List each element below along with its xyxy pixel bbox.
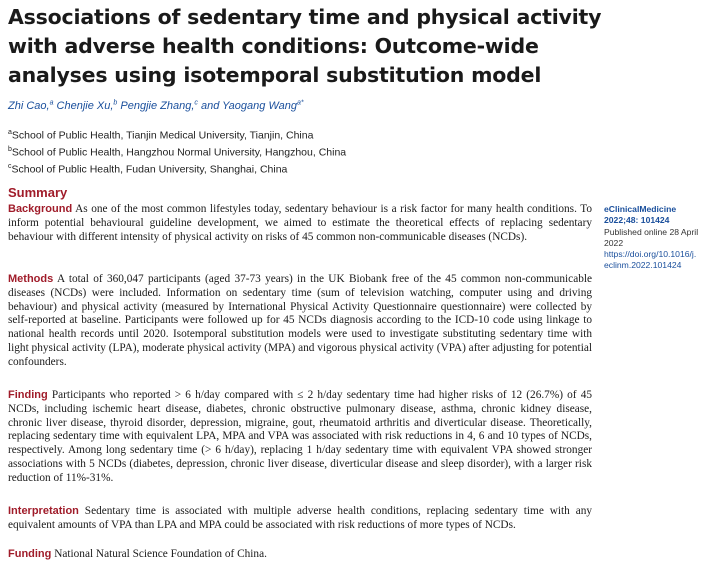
author-name[interactable]: Pengjie Zhang,$^c$ [120,99,198,112]
author-name[interactable]: Chenjie Xu,$^b$ [56,99,118,112]
section-text: Participants who reported > 6 h/day compared with ≤ 2 h/day sedentary time had higher risks of 12 (26.7%) of 45 NCDs, including ischemic heart disease, diabetes, chronic obstructive pulmonary disease, asthma, chronic kidney disease, chronic liver disease, thyroid disorder, depression, migraine, gout, rheumatoid arthritis and diverticular disease. Theoretically, replacing sedentary time with equivalent LPA, MPA and VPA was associated with risk reductions in 4, 6 and 10 types of NCDs, respectively. Among long sedentary time (> 6 h/day), replacing 1 h/day sedentary time with equivalent VPA showed stronger associations with 5 NCDs (diabetes, depression, chronic liver disease, diverticular disease and sleep disorder), with a larger risk reduction of 11%-31%. [8,389,592,484]
section-text: As one of the most common lifestyles today, sedentary behaviour is a risk factor for many health conditions. To inform potential behavioural guideline development, we aimed to estimate the theoretical effects of replacing sedentary behaviour with different intensity of physical activity on risks of 45 common non-communicable diseases (NCDs). [8,203,592,243]
section-label: Interpretation [8,505,79,517]
journal-volume: 2022;48: 101424 [604,215,670,226]
finding-paragraph [8,389,592,486]
section-text: National Natural Science Foundation of China. [54,548,267,560]
journal-name[interactable]: eClinicalMedicine [604,204,677,214]
affiliation-item: $^b$School of Public Health, Hangzhou Normal University, Hangzhou, China [8,146,347,159]
section-label: Finding [8,389,48,401]
title-line: analyses using isotemporal substitution model [8,63,542,87]
methods-paragraph [8,273,592,370]
title-line: Associations of sedentary time and physical activity [8,5,602,29]
author-list [8,99,304,112]
article-sidebar [604,204,712,272]
section-label: Funding [8,548,52,560]
affiliations [8,126,346,177]
section-text: Sedentary time is associated with multiple adverse health conditions, replacing sedentary time with any equivalent amounts of VPA than LPA and MPA could be associated with risk reductions of more types of NCDs. [8,505,593,531]
title-line: with adverse health conditions: Outcome-wide [8,34,539,58]
summary-heading: Summary [8,185,68,200]
background-paragraph [8,203,592,244]
affiliation-item: $^a$School of Public Health, Tianjin Medical University, Tianjin, China [8,129,314,142]
section-label: Methods [8,273,54,285]
interpretation-paragraph [8,505,592,533]
affiliation-item: $^c$School of Public Health, Fudan University, Shanghai, China [8,163,288,176]
published-date: Published online 28 April 2022 [604,226,699,248]
funding-paragraph [8,548,592,562]
section-label: Background [8,203,73,215]
author-name[interactable]: Zhi Cao,$^a$ [8,99,54,112]
author-name[interactable]: and Yaogang Wang$^{a*}$ [200,99,304,112]
section-text: A total of 360,047 participants (aged 37-73 years) in the UK Biobank free of the 45 common non-communicable diseases (NCDs) were included. Information on sedentary time (sum of television watching, computer using and driving behaviour) and physical activity (measured by International Physical Activity Questionnaire questionnaire) were collected by self-reported at baseline. Participants were followed up for 45 NCDs diagnosis according to the ICD-10 code using linkage to national health records until 2020. Isotemporal substitution models were used to investigate substituting sedentary time with light physical activity (LPA), moderate physical activity (MPA) and vigorous physical activity (VPA) after adjusting for potential confounders. [8,273,593,368]
article-title [8,3,608,90]
doi-link[interactable]: https://doi.org/10.1016/j. eclinm.2022.101424 [604,249,697,271]
